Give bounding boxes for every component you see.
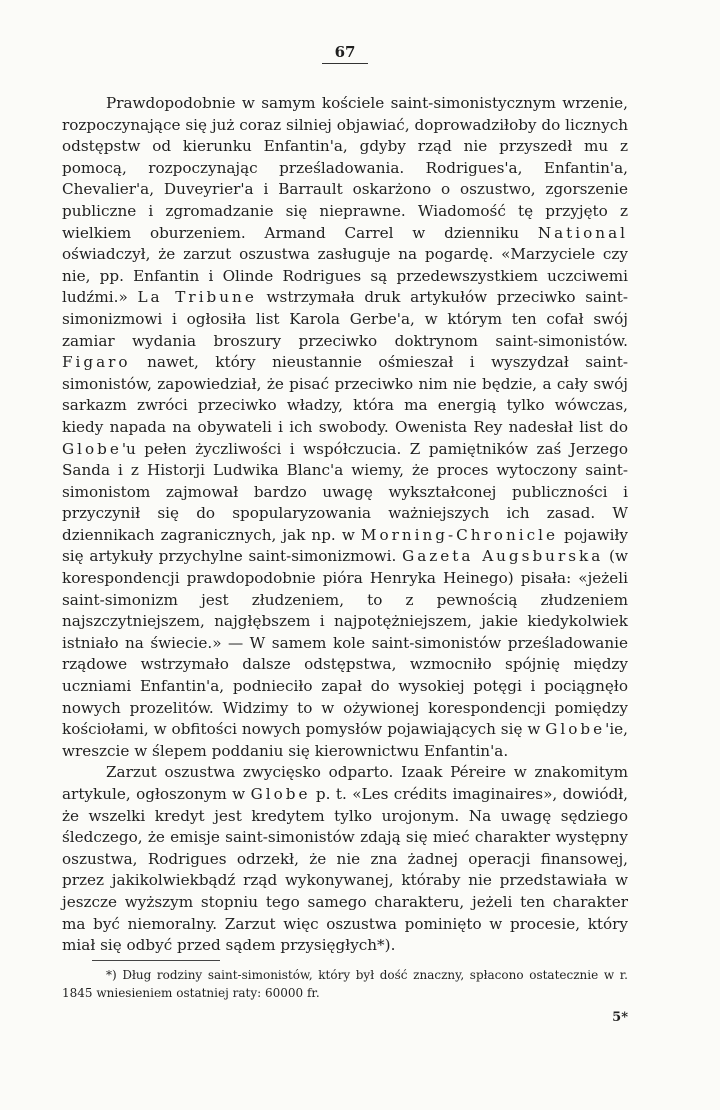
periodical-title: Figaro [62, 353, 131, 372]
periodical-title: Globe [250, 785, 311, 803]
footnote-divider [92, 960, 220, 961]
text-run: nawet, który nieustannie ośmieszał i wyszydzał saint-simonistów, zapowiedział, że pisać przeciwko nim nie będzie, a cały swój sarkazm zwróci przeciwko władzy, która ma energią tylko wówczas, kiedy napada na obywateli i ich swobody. Owenista Rey nadesłał list do [62, 353, 628, 436]
text-run: wstrzymała druk artykułów przeciwko saint-simonizmowi i ogłosiła list Karola Gerbe'a, w którym ten cofał swój zamiar wydania broszury przeciwko doktrynom saint-simonistów. [62, 288, 628, 350]
text-run: oświadczył, że zarzut oszustwa zasługuje na pogardę. «Marzyciele czy nie, pp. Enfantin i Olinde Rodrigues są przedewszystkiem uczciwemi ludźmi.» [62, 245, 628, 307]
periodical-title: La Tribune [137, 288, 257, 307]
text-run: (w korespondencji prawdopodobnie pióra Henryka Heinego) pisała: «jeżeli saint-simonizm jest złudzeniem, to z pewnością złudzeniem najszczytniejszem, najgłębszem i najpotężniejszem, jakie kiedykolwiek istniało na świecie.» — W samem kole saint-simonistów prześladowanie rządowe wstrzymało dalsze odstępstwa, wzmocniło spójnię między uczniami Enfantin'a, podnieciło zapał do wysokiej potęgi i pociągnęło nowych prozelitów. Widzimy to w ożywionej korespondencji pomiędzy kościołami, w obfitości nowych pomysłów pojawiających się w [62, 547, 628, 739]
periodical-title: Globe [62, 439, 122, 458]
paragraph-2 [62, 762, 628, 956]
text-run: pojawiły się artykuły przychylne saint-simonizmowi. [62, 525, 628, 566]
text-run: 'ie, wreszcie w ślepem poddaniu się kierownictwu Enfantin'a. [62, 720, 628, 760]
text-run: 'u pełen życzliwości i współczucia. Z pamiętników zaś Jerzego Sanda i z Historji Ludwika Blanc'a wiemy, że proces wytoczony saint-simonistom zajmował bardzo uwagę wykształconej publiczności i przyczynił się do spopularyzowania ważniejszych ich zasad. W dziennikach zagranicznych, jak np. w [62, 439, 628, 544]
text-run: p. t. «Les crédits imaginaires», dowiódł, że wszelki kredyt jest kredytem tylko urojonym. Na uwagę sędziego śledczego, że emisje saint-simonistów zdają się mieć charakter występny oszustwa, Rodrigues odrzekł, że nie zna żadnej operacji finansowej, przez jakikolwiekbądź rząd wykonywanej, któraby nie przedstawiała w jeszcze wyższym stopniu tego samego charakteru, jeżeli ten charakter ma być niemoralny. Zarzut więc oszustwa pominięto w procesie, który miał się odbyć przed sądem przysięgłych*). [62, 785, 628, 955]
periodical-title: Globe [545, 720, 606, 739]
periodical-title: National [537, 223, 628, 242]
page-number: 67 [322, 42, 368, 64]
printer-signature-mark: 5* [612, 1010, 628, 1025]
text-run: Prawdopodobnie w samym kościele saint-simonistycznym wrzenie, rozpoczynające się już coraz silniej objawiać, doprowadziłoby do licznych odstępstw od kierunku Enfantin'a, gdyby rząd nie przyszedł mu z pomocą, rozpoczynając prześladowania. Rodrigues'a, Enfantin'a, Chevalier'a, Duveyrier'a i Barrault oskarżono o oszustwo, zgorszenie publiczne i zgromadzanie się nieprawne. Wiadomość tę przyjęto z wielkiem oburzeniem. Armand Carrel w dzienniku [62, 94, 628, 242]
text-run: Zarzut oszustwa zwycięsko odparto. Izaak Péreire w znakomitym artykule, ogłoszonym w [62, 763, 628, 803]
paragraph-1 [62, 93, 628, 762]
footnote: *) Dług rodziny saint-simonistów, który był dość znaczny, spłacono ostatecznie w r. 1845 wniesieniem ostatniej raty: 60000 fr. [62, 968, 628, 1000]
body-text [62, 93, 628, 957]
periodical-title: Morning-Chronicle [360, 525, 558, 544]
periodical-title: Gazeta Augsburska [402, 547, 604, 566]
